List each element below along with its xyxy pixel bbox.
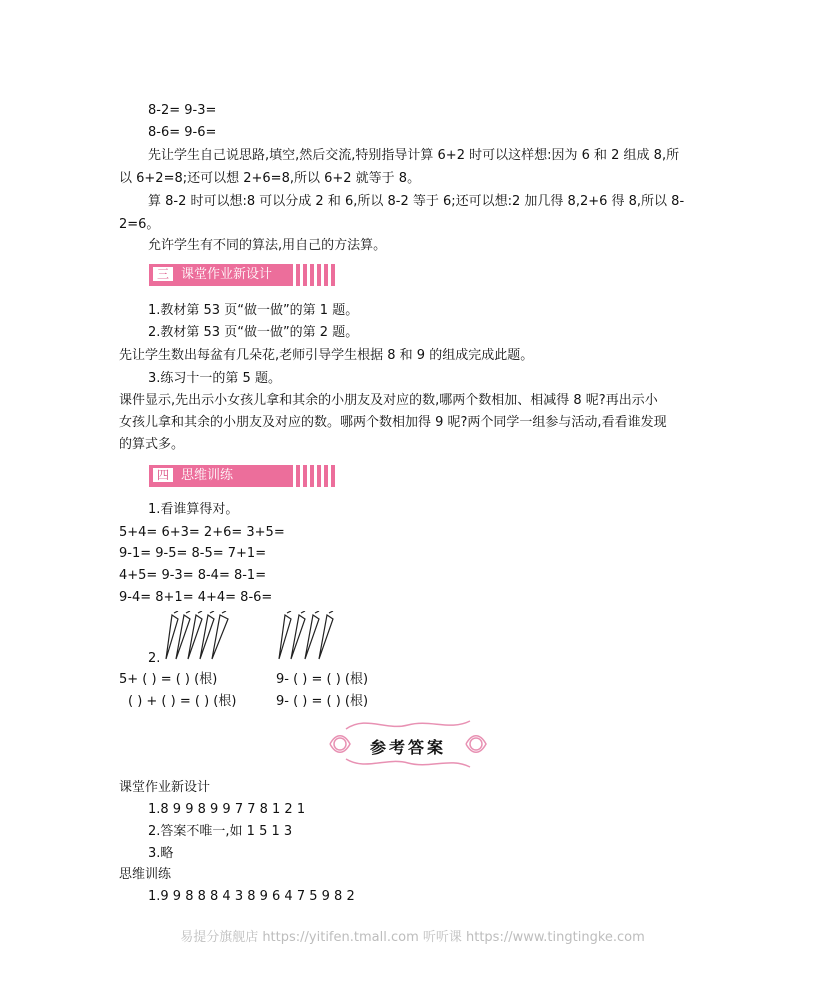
- answer-line: 1.9 9 8 8 8 4 3 8 9 6 4 7 5 9 8 2: [148, 889, 355, 904]
- section4-line: 9-1= 9-5= 8-5= 7+1=: [119, 546, 267, 561]
- decorative-stripes: [289, 264, 335, 286]
- section4-line: 9- ( ) = ( ) (根): [276, 694, 369, 709]
- intro-line: 8-2= 9-3=: [148, 103, 217, 118]
- section4-line: 4+5= 9-3= 8-4= 8-1=: [119, 568, 267, 583]
- section-header-3: [149, 264, 335, 286]
- section4-line: 9- ( ) = ( ) (根): [276, 672, 369, 687]
- section3-line: 先让学生数出每盆有几朵花,老师引导学生根据 8 和 9 的组成完成此题。: [119, 348, 534, 363]
- decorative-stripes: [289, 465, 335, 487]
- answer-line: 3.略: [148, 846, 174, 861]
- carrot-group-four: [275, 611, 347, 663]
- section3-line: 课件显示,先出示小女孩儿拿和其余的小朋友及对应的数,哪两个数相加、相减得 8 呢?再出示小: [119, 393, 658, 408]
- carrot-group-five: [162, 611, 244, 663]
- intro-line: 8-6= 9-6=: [148, 125, 217, 140]
- intro-line: 允许学生有不同的算法,用自己的方法算。: [148, 238, 387, 253]
- answer-banner-title: 参考答案: [369, 738, 446, 757]
- intro-line: 先让学生自己说思路,填空,然后交流,特别指导计算 6+2 时可以这样想:因为 6 和 2 组成 8,所: [148, 148, 680, 163]
- section4-line: 9-4= 8+1= 4+4= 8-6=: [119, 590, 273, 605]
- section3-line: 1.教材第 53 页“做一做”的第 1 题。: [148, 303, 359, 318]
- answer-line: 思维训练: [119, 867, 172, 882]
- answer-line: 1.8 9 9 8 9 9 7 7 8 1 2 1: [148, 802, 306, 817]
- section4-line: 5+ ( ) = ( ) (根): [119, 672, 218, 687]
- footer-watermark: 易提分旗舰店 https://yitifen.tmall.com 听听课 https://www.tingtingke.com: [180, 930, 645, 945]
- intro-line: 算 8-2 时可以想:8 可以分成 2 和 6,所以 8-2 等于 6;还可以想:2 加几得 8,2+6 得 8,所以 8-: [148, 194, 685, 209]
- section-title: 思维训练: [181, 468, 234, 483]
- section3-line: 女孩儿拿和其余的小朋友及对应的数。哪两个数相加得 9 呢?两个同学一组参与活动,看看谁发现: [119, 415, 667, 430]
- section-header-4: [149, 465, 335, 487]
- answer-line: 课堂作业新设计: [119, 780, 211, 795]
- section3-line: 3.练习十一的第 5 题。: [148, 371, 281, 386]
- section4-line: 5+4= 6+3= 2+6= 3+5=: [119, 525, 285, 540]
- section4-line: 1.看谁算得对。: [148, 502, 239, 517]
- section-number: 三: [152, 266, 174, 282]
- intro-line: 2=6。: [119, 217, 160, 232]
- section-number: 四: [152, 467, 174, 483]
- section4-line: ( ) + ( ) = ( ) (根): [128, 694, 237, 709]
- section-title: 课堂作业新设计: [181, 267, 273, 282]
- answer-line: 2.答案不唯一,如 1 5 1 3: [148, 824, 293, 839]
- answer-banner: [326, 715, 490, 773]
- intro-line: 以 6+2=8;还可以想 2+6=8,所以 6+2 就等于 8。: [119, 171, 421, 186]
- section3-line: 2.教材第 53 页“做一做”的第 2 题。: [148, 325, 359, 340]
- section3-line: 的算式多。: [119, 437, 185, 452]
- section4-line: 2.: [148, 651, 161, 666]
